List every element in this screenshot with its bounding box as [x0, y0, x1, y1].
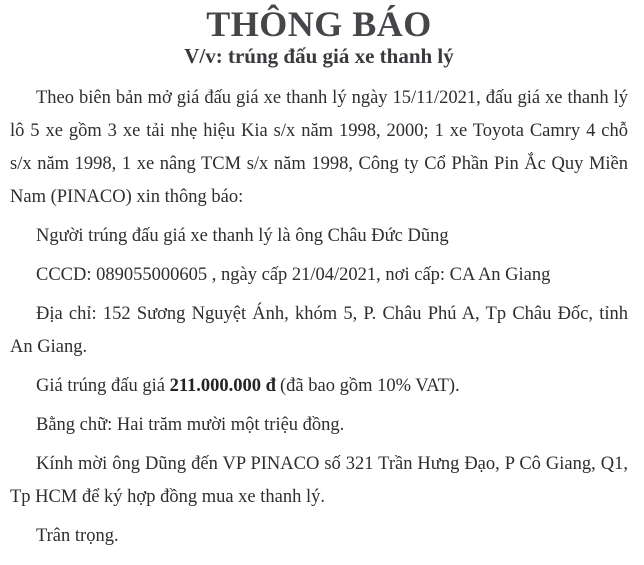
- paragraph-amount-in-words: Bằng chữ: Hai trăm mười một triệu đồng.: [36, 415, 345, 435]
- document-body: [10, 82, 628, 553]
- paragraph-id-card: CCCD: 089055000605 , ngày cấp 21/04/2021, nơi cấp: CA An Giang: [36, 265, 551, 285]
- document-subject-line: V/v: trúng đấu giá xe thanh lý: [184, 44, 454, 68]
- paragraph-winner: Người trúng đấu giá xe thanh lý là ông Châu Đức Dũng: [36, 226, 449, 246]
- paragraph-address: Địa chỉ: 152 Sương Nguyệt Ánh, khóm 5, P. Châu Phú A, Tp Châu Đốc, tỉnh An Giang.: [10, 304, 628, 357]
- price-prefix: Giá trúng đấu giá: [36, 376, 170, 396]
- document-title: THÔNG BÁO: [206, 4, 432, 44]
- paragraph-intro: Theo biên bản mở giá đấu giá xe thanh lý ngày 15/11/2021, đấu giá xe thanh lý lô 5 xe gồm 3 xe tải nhẹ hiệu Kia s/x năm 1998, 2000; 1 xe Toyota Camry 4 chỗ s/x năm 1998, 1 xe nâng TCM s/x năm 1998, Công ty Cổ Phần Pin Ắc Quy Miền Nam (PINACO) xin thông báo:: [10, 88, 628, 207]
- paragraph-invitation: Kính mời ông Dũng đến VP PINACO số 321 Trần Hưng Đạo, P Cô Giang, Q1, Tp HCM để ký hợp đồng mua xe thanh lý.: [10, 454, 628, 507]
- paragraph-price: [10, 370, 628, 403]
- price-amount: 211.000.000 đ: [169, 376, 276, 396]
- price-suffix: (đã bao gồm 10% VAT).: [279, 376, 460, 396]
- paragraph-closing: Trân trọng.: [36, 526, 119, 546]
